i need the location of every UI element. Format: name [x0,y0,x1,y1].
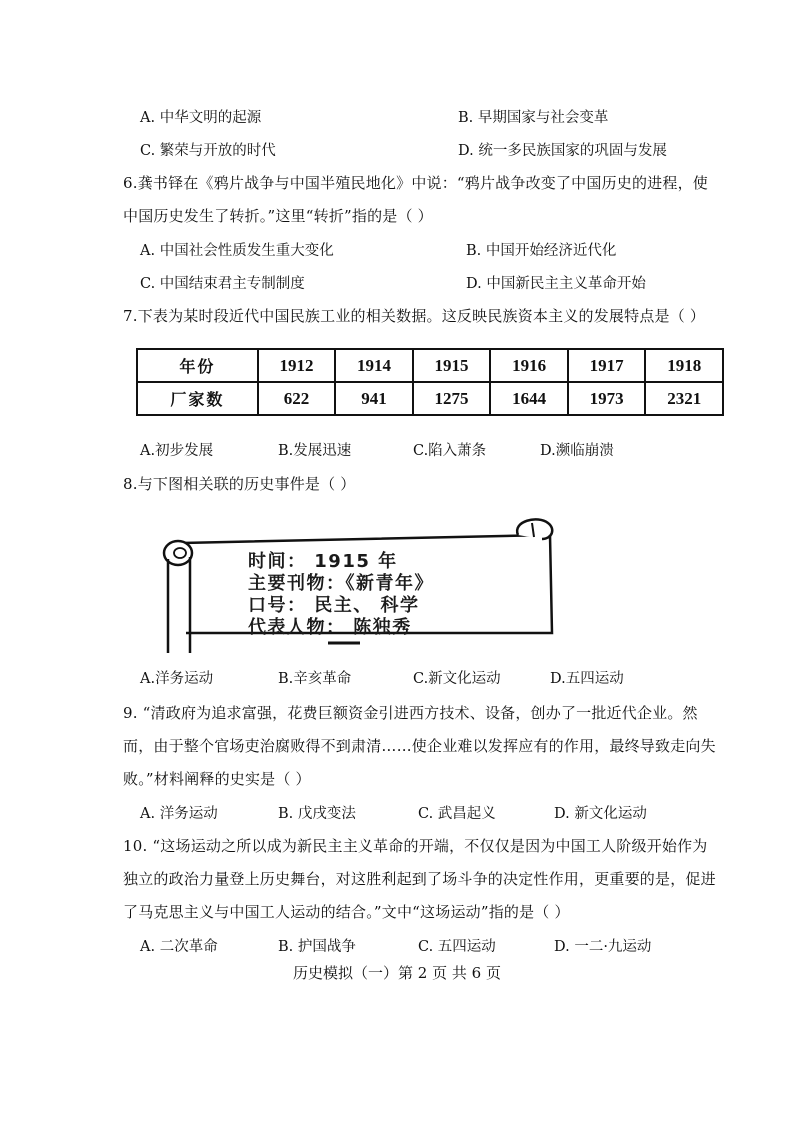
year-cell: 1916 [490,349,568,382]
year-cell: 1918 [645,349,723,382]
count-cell: 1973 [568,382,646,415]
count-cell: 1275 [413,382,491,415]
q10-option-b: B. 护国战争 [278,939,356,955]
q8-option-d: D.五四运动 [550,671,624,687]
table-row-years [137,349,723,382]
q10-stem-line3: 了马克思主义与中国工人运动的结合。”文中“这场运动”指的是（ ） [123,903,570,921]
q10-option-d: D. 一二·九运动 [554,939,652,955]
q9-stem-line3: 败。”材料阐释的史实是（ ） [123,770,311,788]
q9-stem-line2: 而，由于整个官场吏治腐败得不到肃清……使企业难以发挥应有的作用，最终导致走向失 [123,737,716,755]
count-cell: 622 [258,382,336,415]
q8-option-a: A.洋务运动 [140,671,214,687]
q5-option-b: B. 早期国家与社会变革 [458,110,609,126]
q7-option-c: C.陷入萧条 [413,443,487,459]
q7-option-a: A.初步发展 [140,443,214,459]
year-cell: 1912 [258,349,336,382]
scroll-line-slogan: 口号： 民主、 科学 [248,595,420,616]
scroll-line-time: 时间： 1915 年 [248,551,398,572]
q5-option-a: A. 中华文明的起源 [140,110,262,126]
row-header-factory-count: 厂家数 [137,382,258,415]
count-cell: 2321 [645,382,723,415]
q6-stem-line2: 中国历史发生了转折。”这里“转折”指的是（ ） [123,207,433,225]
q9-stem-line1: 9. “清政府为追求富强，花费巨额资金引进西方技术、设备，创办了一批近代企业。然 [123,704,698,722]
q7-stem: 7.下表为某时段近代中国民族工业的相关数据。这反映民族资本主义的发展特点是（ ） [123,307,706,325]
year-cell: 1917 [568,349,646,382]
q10-option-a: A. 二次革命 [140,939,218,955]
year-cell: 1915 [413,349,491,382]
factory-count-table [136,348,724,416]
q10-stem-line1: 10. “这场运动之所以成为新民主主义革命的开端，不仅仅是因为中国工人阶级开始作为 [123,837,708,855]
q7-option-d: D.濒临崩溃 [540,443,614,459]
q6-stem-line1: 6.龚书铎在《鸦片战争与中国半殖民地化》中说：“鸦片战争改变了中国历史的进程，使 [123,174,708,192]
q6-option-c: C. 中国结束君主专制制度 [140,276,305,292]
q10-stem-line2: 独立的政治力量登上历史舞台，对这胜利起到了场斗争的决定性作用，更重要的是，促进 [123,870,716,888]
q9-option-b: B. 戊戌变法 [278,806,356,822]
scroll-line-representative: 代表人物： 陈独秀 [248,617,412,638]
q8-option-b: B.辛亥革命 [278,671,352,687]
q8-stem: 8.与下图相关联的历史事件是（ ） [123,475,356,493]
year-cell: 1914 [335,349,413,382]
count-cell: 1644 [490,382,568,415]
row-header-year: 年份 [137,349,258,382]
q5-option-d: D. 统一多民族国家的巩固与发展 [458,143,667,159]
q10-option-c: C. 五四运动 [418,939,496,955]
q8-option-c: C.新文化运动 [413,671,501,687]
scroll-line-publication: 主要刊物：《新青年》 [248,573,434,594]
count-cell: 941 [335,382,413,415]
table-row-counts [137,382,723,415]
q6-option-a: A. 中国社会性质发生重大变化 [140,243,334,259]
q6-option-b: B. 中国开始经济近代化 [466,243,617,259]
q9-option-a: A. 洋务运动 [140,806,218,822]
q9-option-c: C. 武昌起义 [418,806,496,822]
q9-option-d: D. 新文化运动 [554,806,647,822]
q6-option-d: D. 中国新民主主义革命开始 [466,276,646,292]
q7-option-b: B.发展迅速 [278,443,352,459]
page-footer: 历史模拟（一）第 2 页 共 6 页 [293,964,501,982]
q5-option-c: C. 繁荣与开放的时代 [140,143,276,159]
